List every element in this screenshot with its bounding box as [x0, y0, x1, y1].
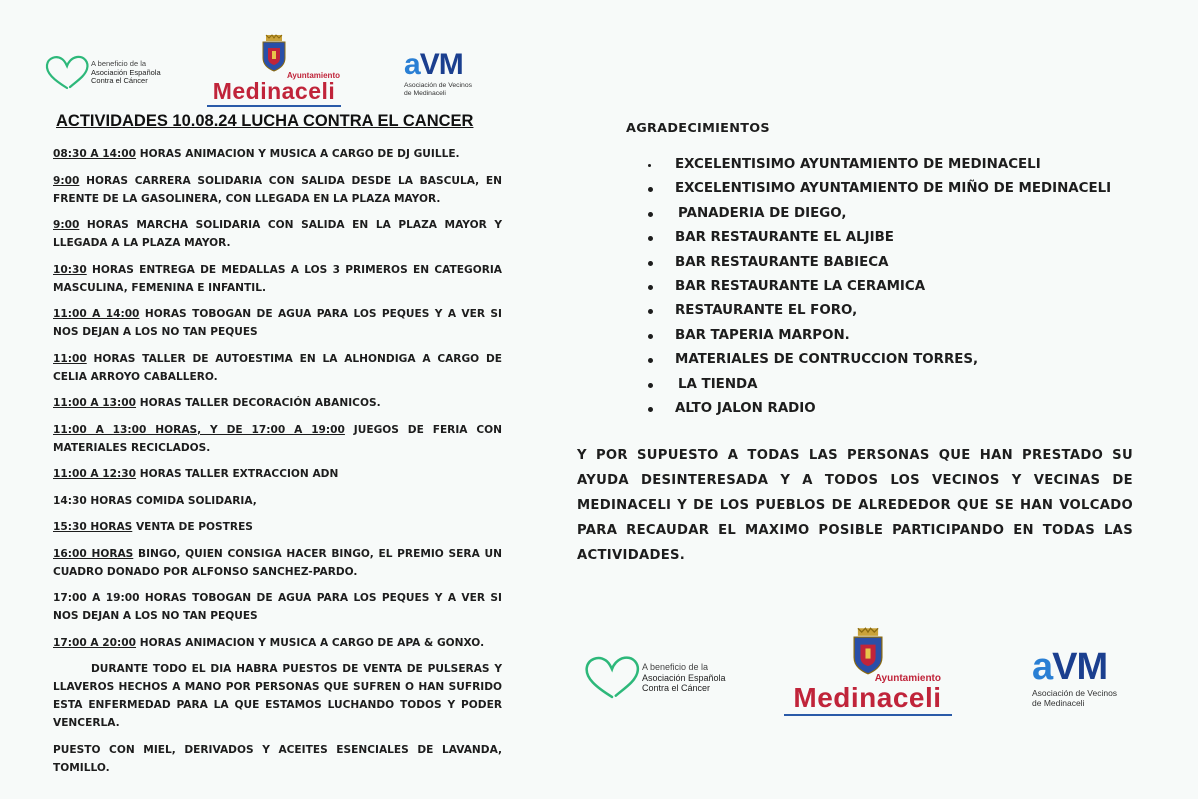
bullet-icon — [648, 164, 651, 167]
sponsor-item: EXCELENTISIMO AYUNTAMIENTO DE MIÑO DE MEDINACELI — [648, 177, 1111, 201]
activities-title: ACTIVIDADES 10.08.24 LUCHA CONTRA EL CANCER — [56, 112, 474, 130]
heart-outline-icon — [44, 54, 90, 92]
activity-item: 11:00 A 13:00 HORAS, Y DE 17:00 A 19:00 JUEGOS DE FERIA CON MATERIALES RECICLADOS. — [53, 423, 503, 454]
bullet-icon — [648, 383, 653, 388]
sponsor-item: BAR RESTAURANTE BABIECA — [648, 251, 1111, 275]
activity-item: 9:00 HORAS MARCHA SOLIDARIA CON SALIDA EN LA PLAZA MAYOR Y LLEGADA A LA PLAZA MAYOR. — [53, 219, 502, 249]
sponsor-item: EXCELENTISIMO AYUNTAMIENTO DE MEDINACELI — [648, 153, 1111, 177]
avm-logo-bottom — [1032, 648, 1117, 709]
activity-item: 14:30 HORAS COMIDA SOLIDARIA, — [53, 494, 257, 507]
activity-item: 11:00 A 14:00 HORAS TOBOGAN DE AGUA PARA LOS PEQUES Y A VER SI NOS DEJAN A LOS NO TAN PEQUES — [53, 308, 502, 338]
sponsor-item: PANADERIA DE DIEGO, — [648, 202, 1111, 226]
bullet-icon — [648, 407, 653, 412]
activity-item: 17:00 A 19:00 HORAS TOBOGAN DE AGUA PARA LOS PEQUES Y A VER SI NOS DEJAN A LOS NO TAN PEQUES — [53, 592, 502, 622]
ayuntamiento-logo-bottom — [780, 627, 955, 716]
ayuntamiento-small-text: Ayuntamiento — [874, 673, 941, 684]
ayuntamiento-logo-top — [204, 34, 344, 107]
ayuntamiento-big-text: Medinaceli — [212, 78, 336, 104]
activity-item: 08:30 A 14:00 HORAS ANIMACION Y MUSICA A CARGO DE DJ GUILLE. — [53, 148, 460, 160]
sponsor-item: MATERIALES DE CONTRUCCION TORRES, — [648, 348, 1111, 372]
bullet-icon — [648, 236, 653, 241]
activity-item: 11:00 A 12:30 HORAS TALLER EXTRACCION ADN — [53, 468, 339, 480]
sponsor-item: BAR TAPERIA MARPON. — [648, 324, 1111, 348]
sponsor-item: BAR RESTAURANTE LA CERAMICA — [648, 275, 1111, 299]
coat-of-arms-icon — [850, 627, 886, 675]
ayuntamiento-big-text: Medinaceli — [793, 682, 942, 713]
sponsor-item: BAR RESTAURANTE EL ALJIBE — [648, 226, 1111, 250]
activity-item: 11:00 A 13:00 HORAS TALLER DECORACIÓN ABANICOS. — [53, 397, 381, 409]
ayuntamiento-small-text: Ayuntamiento — [286, 71, 340, 80]
avm-sub1: Asociación de Vecinos — [404, 82, 473, 89]
sponsor-item: LA TIENDA — [648, 373, 1111, 397]
activity-item: 17:00 A 20:00 HORAS ANIMACION Y MUSICA A CARGO DE APA & GONXO. — [53, 636, 485, 649]
avm-sub2: de Medinaceli — [404, 89, 446, 97]
aec-line1: A beneficio de la — [91, 59, 147, 69]
bullet-icon — [648, 309, 653, 314]
aec-line1: A beneficio de la — [642, 662, 709, 673]
bullet-icon — [648, 334, 653, 339]
bullet-icon — [648, 187, 653, 192]
avm-mark-a: a — [1032, 646, 1053, 688]
activity-item: 10:30 HORAS ENTREGA DE MEDALLAS A LOS 3 PRIMEROS EN CATEGORIA MASCULINA, FEMENINA E INFANTIL. — [53, 263, 502, 294]
bullet-icon — [648, 358, 653, 363]
thanks-title: AGRADECIMIENTOS — [626, 121, 770, 136]
avm-mark-rest: VM — [1052, 646, 1108, 688]
coat-of-arms-icon — [260, 34, 288, 72]
bullet-icon — [648, 212, 653, 217]
aec-line2: Asociación Española — [642, 672, 726, 683]
ayuntamiento-underline — [207, 105, 341, 107]
sponsor-item: ALTO JALON RADIO — [648, 397, 1111, 421]
activity-item: 11:00 HORAS TALLER DE AUTOESTIMA EN LA ALHONDIGA A CARGO DE CELIA ARROYO CABALLERO. — [53, 352, 502, 383]
stalls-note: DURANTE TODO EL DIA HABRA PUESTOS DE VENTA DE PULSERAS Y LLAVEROS HECHOS A MANO POR PERSONAS QUE SUFREN O HAN SUFRIDO ESTA ENFERMEDAD PARA LA QUE ESTAMOS LUCHANDO TODOS Y PODER VENCERLA. — [53, 663, 502, 729]
closing-message: Y POR SUPUESTO A TODAS LAS PERSONAS QUE HAN PRESTADO SU AYUDA DESINTERESADA Y A TODOS LOS VECINOS Y VECINAS DE MEDINACELI Y DE LOS PUEBLOS DE ALREDEDOR QUE SE HAN VOLCADO PARA RECAUDAR EL MAXIMO POSIBLE PARTICIPANDO EN TODAS LAS ACTIVIDADES. — [577, 448, 1133, 563]
activity-item: 16:00 HORAS BINGO, QUIEN CONSIGA HACER BINGO, EL PREMIO SERA UN CUADRO DONADO POR ALFONSO SANCHEZ-PARDO. — [53, 547, 502, 578]
bullet-icon — [648, 261, 653, 266]
activities-list — [53, 145, 502, 785]
aec-line3: Contra el Cáncer — [642, 683, 711, 694]
aec-line3: Contra el Cáncer — [91, 76, 148, 86]
heart-outline-icon — [582, 654, 642, 702]
bullet-icon — [648, 285, 653, 290]
avm-logo-top — [404, 50, 472, 98]
sponsor-item: RESTAURANTE EL FORO, — [648, 299, 1111, 323]
honey-stall-note: PUESTO CON MIEL, DERIVADOS Y ACEITES ESENCIALES DE LAVANDA, TOMILLO. — [53, 743, 502, 774]
ayuntamiento-underline — [784, 714, 952, 716]
activity-item: 15:30 HORAS VENTA DE POSTRES — [53, 521, 253, 533]
avm-mark-rest: VM — [419, 48, 463, 81]
aec-line2: Asociación Española — [91, 67, 161, 77]
aec-logo-top — [44, 54, 161, 92]
activity-item: 9:00 HORAS CARRERA SOLIDARIA CON SALIDA DESDE LA BASCULA, EN FRENTE DE LA GASOLINERA, CON LLEGADA EN LA PLAZA MAYOR. — [53, 174, 502, 205]
avm-sub1: Asociación de Vecinos — [1032, 688, 1118, 698]
aec-logo-bottom — [582, 654, 726, 702]
avm-mark-a: a — [404, 48, 420, 81]
avm-sub2: de Medinaceli — [1032, 697, 1085, 708]
sponsors-list — [648, 153, 1111, 421]
